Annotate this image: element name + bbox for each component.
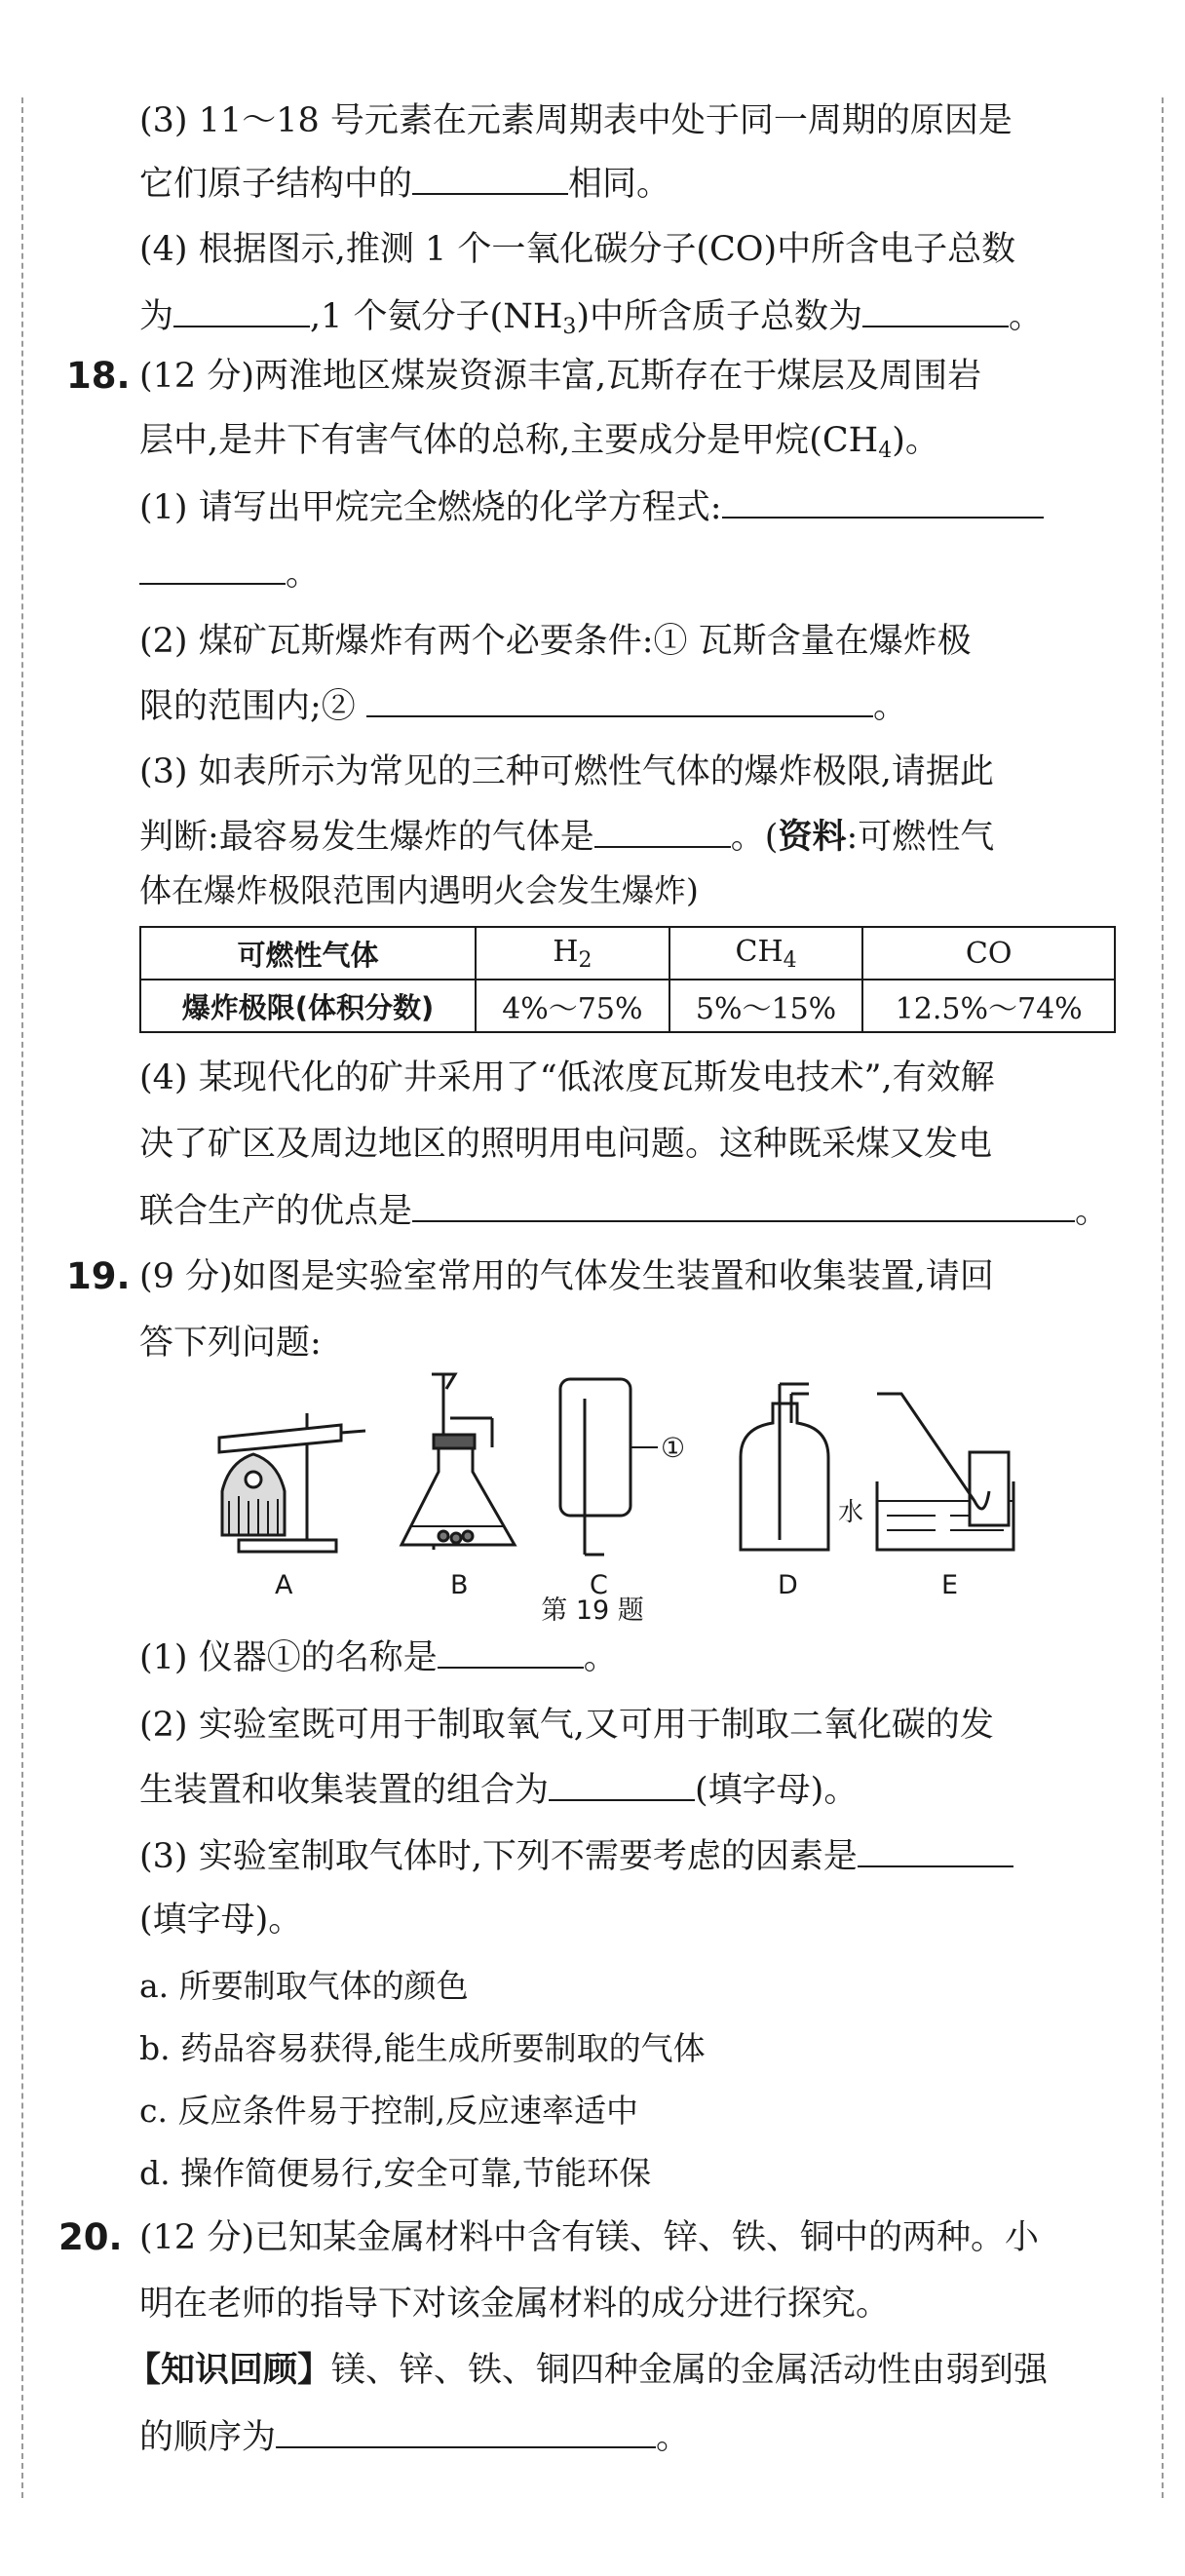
q19-intro-line2: 答下列问题:: [139, 1324, 322, 1363]
subscript: 3: [562, 315, 577, 339]
q17-part3-line2: [139, 160, 670, 208]
q18-intro-line1: (12 分)两淮地区煤炭资源丰富,瓦斯存在于煤层及周围岩: [139, 357, 982, 396]
q18-part3-line3: 体在爆炸极限范围内遇明火会发生爆炸): [139, 871, 699, 909]
apparatus-c-collection: [560, 1379, 685, 1555]
q20-review-end: 。: [656, 2418, 691, 2457]
q18-part3-source-text: :可燃性气: [846, 818, 995, 857]
q17-part3-end: 相同。: [568, 165, 671, 204]
answer-blank[interactable]: [139, 550, 286, 585]
apparatus-b-flask: [401, 1374, 515, 1550]
answer-blank[interactable]: [173, 292, 310, 327]
option-b: b. 药品容易获得,能生成所要制取的气体: [139, 2029, 706, 2067]
q20-intro-line2: 明在老师的指导下对该金属材料的成分进行探究。: [139, 2285, 891, 2324]
q20-review-text-b: 的顺序为: [139, 2418, 277, 2457]
q18-part3-paren: 。(: [730, 818, 779, 857]
option-d: d. 操作简便易行,安全可靠,节能环保: [139, 2154, 652, 2192]
option-a: a. 所要制取气体的颜色: [139, 1967, 469, 2005]
figure-label-d: D: [778, 1570, 798, 1600]
q19-part2-end: (填字母)。: [695, 1771, 859, 1810]
q19-part3-line2: (填字母)。: [139, 1901, 303, 1940]
answer-blank[interactable]: [862, 292, 1009, 327]
figure-caption: 第 19 题: [541, 1596, 644, 1626]
q18-part1-line1: [139, 483, 1044, 531]
q19-part3-line1: [139, 1832, 1013, 1880]
q18-part1-end: 。: [286, 555, 321, 594]
q18-part4-line1: (4) 某现代化的矿井采用了“低浓度瓦斯发电技术”,有效解: [139, 1058, 995, 1097]
q19-part2-line1: (2) 实验室既可用于制取氧气,又可用于制取二氧化碳的发: [139, 1706, 994, 1745]
q18-part3-line1: (3) 如表所示为常见的三种可燃性气体的爆炸极限,请据此: [139, 752, 994, 791]
answer-blank[interactable]: [412, 160, 568, 195]
q18-part4-text: 联合生产的优点是: [139, 1192, 413, 1231]
question-number-18: 18.: [66, 355, 131, 397]
table-cell-limit: 5%～15%: [669, 980, 863, 1032]
table-header-limit: 爆炸极限(体积分数): [140, 980, 476, 1032]
table-cell-gas: $H_2$: [476, 927, 669, 980]
apparatus-e-trough: [838, 1394, 1013, 1550]
answer-blank[interactable]: [722, 483, 1044, 519]
q17-part4-line1: (4) 根据图示,推测 1 个一氧化碳分子(CO)中所含电子总数: [139, 230, 1016, 269]
q17-part4-text-c: )中所含质子总数为: [576, 297, 862, 336]
left-dashed-border: [21, 97, 23, 2498]
q18-intro-end: )。: [892, 421, 939, 460]
question-number-20: 20.: [58, 2216, 123, 2258]
q20-review-line2: [139, 2413, 690, 2461]
q18-part2-end: 。: [872, 687, 907, 726]
q18-part4-end: 。: [1075, 1192, 1110, 1231]
source-label: 资料: [778, 818, 847, 857]
q17-part4-text: 为: [139, 297, 174, 336]
explosion-limit-table: [139, 926, 1116, 1033]
question-number-19: 19.: [66, 1255, 131, 1297]
table-cell-gas: $CH_4$: [669, 927, 863, 980]
answer-blank[interactable]: [412, 1187, 1075, 1222]
q17-part4-end: 。: [1009, 297, 1044, 336]
water-label: 水: [838, 1498, 864, 1527]
q18-intro-text: 层中,是井下有害气体的总称,主要成分是甲烷(CH: [139, 421, 879, 460]
figure-label-c: C: [590, 1570, 608, 1600]
answer-blank[interactable]: [366, 682, 873, 717]
q19-part1-end: 。: [583, 1638, 618, 1677]
q17-part3-text: 它们原子结构中的: [139, 165, 413, 204]
table-cell-limit: 12.5%～74%: [862, 980, 1115, 1032]
answer-blank[interactable]: [858, 1832, 1013, 1867]
q18-intro-line2: [139, 417, 939, 475]
q19-part3-text: (3) 实验室制取气体时,下列不需要考虑的因素是: [139, 1837, 858, 1876]
apparatus-a-heating: [219, 1413, 365, 1552]
table-header-gas: 可燃性气体: [140, 927, 476, 980]
subscript: 4: [878, 439, 893, 463]
right-dashed-border: [1162, 97, 1164, 2498]
q17-part3-line1: (3) 11～18 号元素在元素周期表中处于同一周期的原因是: [139, 101, 1013, 140]
q19-part2-line2: [139, 1766, 858, 1814]
table-cell-limit: 4%～75%: [476, 980, 669, 1032]
q17-part4-text-b: ,1 个氨分子(NH: [310, 297, 563, 336]
q19-intro-line1: (9 分)如图是实验室常用的气体发生装置和收集装置,请回: [139, 1257, 994, 1296]
q18-part2-line2: [139, 682, 907, 730]
q20-review-text: 镁、锌、铁、铜四种金属的金属活动性由弱到强: [331, 2351, 1049, 2390]
q18-part3-text: 判断:最容易发生爆炸的气体是: [139, 818, 594, 857]
q18-part4-line2: 决了矿区及周边地区的照明用电问题。这种既采煤又发电: [139, 1125, 993, 1164]
q18-part2-text: 限的范围内;②: [139, 687, 356, 726]
q18-part1-line2: [139, 550, 320, 597]
q17-part4-line2: [139, 292, 1043, 351]
figure-label-b: B: [450, 1570, 469, 1600]
instrument-marker: ①: [661, 1432, 686, 1464]
table-row: [140, 980, 1115, 1032]
q20-review-line1: [127, 2347, 1048, 2394]
apparatus-d-bottle: [741, 1384, 828, 1550]
answer-blank[interactable]: [276, 2413, 656, 2448]
answer-blank[interactable]: [594, 813, 731, 848]
figure-label-a: A: [275, 1570, 293, 1600]
option-c: c. 反应条件易于控制,反应速率适中: [139, 2092, 638, 2130]
q18-part3-line2: [139, 813, 994, 861]
answer-blank[interactable]: [438, 1634, 584, 1669]
table-row: [140, 927, 1115, 980]
q19-part2-text: 生装置和收集装置的组合为: [139, 1771, 550, 1810]
q20-intro-line1: (12 分)已知某金属材料中含有镁、锌、铁、铜中的两种。小: [139, 2218, 1039, 2257]
q19-part1: [139, 1634, 618, 1681]
q18-part2-line1: (2) 煤矿瓦斯爆炸有两个必要条件:① 瓦斯含量在爆炸极: [139, 622, 972, 661]
q18-part1-text: (1) 请写出甲烷完全燃烧的化学方程式:: [139, 488, 722, 527]
answer-blank[interactable]: [549, 1766, 695, 1801]
knowledge-review-tag: 【知识回顾】: [127, 2351, 332, 2390]
q18-part4-line3: [139, 1187, 1109, 1235]
table-cell-gas: CO: [862, 927, 1115, 980]
figure-label-e: E: [941, 1570, 959, 1600]
q19-part1-text: (1) 仪器①的名称是: [139, 1638, 438, 1677]
